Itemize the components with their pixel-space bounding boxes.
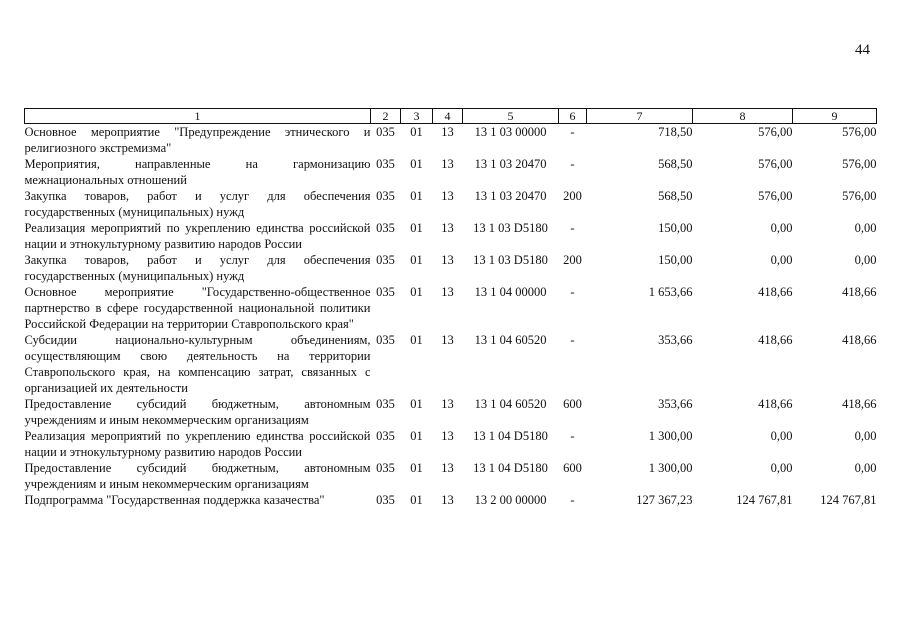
cell-section: 01	[410, 221, 423, 235]
column-header-9: 9	[793, 109, 877, 124]
column-header-7: 7	[587, 109, 693, 124]
cell-section: 01	[410, 493, 423, 507]
cell-subsection: 13	[441, 253, 454, 267]
column-header-2: 2	[371, 109, 401, 124]
table-row	[25, 460, 877, 492]
cell-target-article: 13 1 03 00000	[474, 125, 547, 139]
row-name: Мероприятия, направленные на гармонизацию межнациональных отношений	[24, 157, 371, 187]
cell-expense-type: 200	[563, 189, 582, 203]
cell-target-article: 13 1 04 60520	[474, 333, 547, 347]
cell-amount-9: 418,66	[842, 333, 877, 347]
cell-amount-7: 150,00	[658, 253, 693, 267]
cell-section: 01	[410, 285, 423, 299]
cell-amount-9: 576,00	[842, 157, 877, 171]
row-name: Реализация мероприятий по укреплению единства российской нации и этнокультурному развитию народов России	[24, 221, 371, 251]
header-row	[25, 109, 877, 124]
row-name: Субсидии национально-культурным объединениям, осуществляющим свою деятельность на территории Ставропольского края, на компенсацию затрат, связанных с организацией их деятельности	[24, 333, 371, 395]
cell-amount-8: 418,66	[758, 285, 793, 299]
row-name: Подпрограмма "Государственная поддержка казачества"	[24, 493, 325, 507]
cell-amount-9: 0,00	[854, 221, 877, 235]
table-row	[25, 188, 877, 220]
cell-subsection: 13	[441, 221, 454, 235]
cell-subsection: 13	[441, 125, 454, 139]
table-row	[25, 252, 877, 284]
cell-subsection: 13	[441, 493, 454, 507]
cell-target-article: 13 1 03 20470	[474, 157, 547, 171]
cell-ministry-code: 035	[376, 221, 395, 235]
cell-amount-8: 576,00	[758, 125, 793, 139]
cell-ministry-code: 035	[376, 125, 395, 139]
cell-amount-9: 576,00	[842, 125, 877, 139]
row-name: Основное мероприятие "Предупреждение этнического и религиозного экстремизма"	[24, 125, 371, 155]
page-number: 44	[855, 42, 870, 58]
column-header-8: 8	[693, 109, 793, 124]
cell-subsection: 13	[441, 461, 454, 475]
column-header-5: 5	[463, 109, 559, 124]
cell-amount-8: 576,00	[758, 157, 793, 171]
cell-amount-7: 1 653,66	[648, 285, 693, 299]
cell-target-article: 13 1 04 00000	[474, 285, 547, 299]
cell-ministry-code: 035	[376, 493, 395, 507]
cell-amount-9: 0,00	[854, 253, 877, 267]
cell-expense-type: -	[570, 221, 575, 235]
cell-amount-9: 0,00	[854, 429, 877, 443]
table-row	[25, 492, 877, 508]
column-header-6: 6	[559, 109, 587, 124]
cell-expense-type: -	[570, 333, 575, 347]
cell-section: 01	[410, 397, 423, 411]
cell-ministry-code: 035	[376, 253, 395, 267]
column-header-4: 4	[433, 109, 463, 124]
table-row	[25, 332, 877, 396]
cell-amount-7: 718,50	[658, 125, 693, 139]
table-row	[25, 428, 877, 460]
cell-amount-7: 353,66	[658, 333, 693, 347]
table-body	[25, 124, 877, 509]
cell-subsection: 13	[441, 157, 454, 171]
cell-section: 01	[410, 189, 423, 203]
cell-amount-9: 124 767,81	[820, 493, 877, 507]
cell-ministry-code: 035	[376, 333, 395, 347]
row-name: Предоставление субсидий бюджетным, автономным учреждениям и иным некоммерческим организациям	[24, 397, 371, 427]
cell-section: 01	[410, 125, 423, 139]
cell-amount-8: 418,66	[758, 397, 793, 411]
row-name: Основное мероприятие "Государственно-общественное партнерство в сфере государственной национальной политики Российской Федерации на территории Ставропольского края"	[24, 285, 371, 331]
cell-target-article: 13 1 03 D5180	[473, 221, 548, 235]
row-name: Реализация мероприятий по укреплению единства российской нации и этнокультурному развитию народов России	[24, 429, 371, 459]
cell-amount-8: 0,00	[770, 461, 793, 475]
cell-subsection: 13	[441, 397, 454, 411]
cell-target-article: 13 1 04 D5180	[473, 429, 548, 443]
table-row	[25, 124, 877, 157]
cell-section: 01	[410, 253, 423, 267]
cell-amount-9: 418,66	[842, 285, 877, 299]
cell-amount-8: 576,00	[758, 189, 793, 203]
column-header-1: 1	[25, 109, 371, 124]
table-row	[25, 156, 877, 188]
cell-target-article: 13 2 00 00000	[474, 493, 547, 507]
cell-amount-7: 353,66	[658, 397, 693, 411]
table-row	[25, 284, 877, 332]
cell-amount-8: 0,00	[770, 253, 793, 267]
cell-section: 01	[410, 333, 423, 347]
cell-ministry-code: 035	[376, 189, 395, 203]
cell-expense-type: -	[570, 429, 575, 443]
cell-target-article: 13 1 03 D5180	[473, 253, 548, 267]
cell-section: 01	[410, 157, 423, 171]
cell-expense-type: -	[570, 157, 575, 171]
table-row	[25, 220, 877, 252]
cell-subsection: 13	[441, 189, 454, 203]
cell-target-article: 13 1 03 20470	[474, 189, 547, 203]
cell-expense-type: -	[570, 493, 575, 507]
table-row	[25, 396, 877, 428]
cell-target-article: 13 1 04 D5180	[473, 461, 548, 475]
row-name: Закупка товаров, работ и услуг для обеспечения государственных (муниципальных) нужд	[24, 189, 371, 219]
cell-subsection: 13	[441, 333, 454, 347]
cell-ministry-code: 035	[376, 397, 395, 411]
cell-ministry-code: 035	[376, 157, 395, 171]
cell-amount-9: 0,00	[854, 461, 877, 475]
cell-amount-7: 1 300,00	[648, 429, 693, 443]
cell-target-article: 13 1 04 60520	[474, 397, 547, 411]
cell-amount-9: 418,66	[842, 397, 877, 411]
row-name: Предоставление субсидий бюджетным, автономным учреждениям и иным некоммерческим организациям	[24, 461, 371, 491]
cell-subsection: 13	[441, 429, 454, 443]
cell-section: 01	[410, 429, 423, 443]
cell-amount-7: 127 367,23	[636, 493, 693, 507]
cell-amount-8: 0,00	[770, 429, 793, 443]
column-header-3: 3	[401, 109, 433, 124]
cell-amount-8: 124 767,81	[736, 493, 793, 507]
cell-ministry-code: 035	[376, 285, 395, 299]
cell-amount-9: 576,00	[842, 189, 877, 203]
cell-subsection: 13	[441, 285, 454, 299]
cell-amount-7: 150,00	[658, 221, 693, 235]
budget-table	[24, 108, 877, 508]
cell-ministry-code: 035	[376, 461, 395, 475]
cell-amount-8: 0,00	[770, 221, 793, 235]
cell-expense-type: -	[570, 285, 575, 299]
cell-expense-type: 200	[563, 253, 582, 267]
cell-amount-7: 568,50	[658, 189, 693, 203]
cell-expense-type: 600	[563, 397, 582, 411]
cell-expense-type: 600	[563, 461, 582, 475]
cell-amount-7: 568,50	[658, 157, 693, 171]
row-name: Закупка товаров, работ и услуг для обеспечения государственных (муниципальных) нужд	[24, 253, 371, 283]
cell-section: 01	[410, 461, 423, 475]
cell-amount-7: 1 300,00	[648, 461, 693, 475]
cell-expense-type: -	[570, 125, 575, 139]
cell-amount-8: 418,66	[758, 333, 793, 347]
cell-ministry-code: 035	[376, 429, 395, 443]
